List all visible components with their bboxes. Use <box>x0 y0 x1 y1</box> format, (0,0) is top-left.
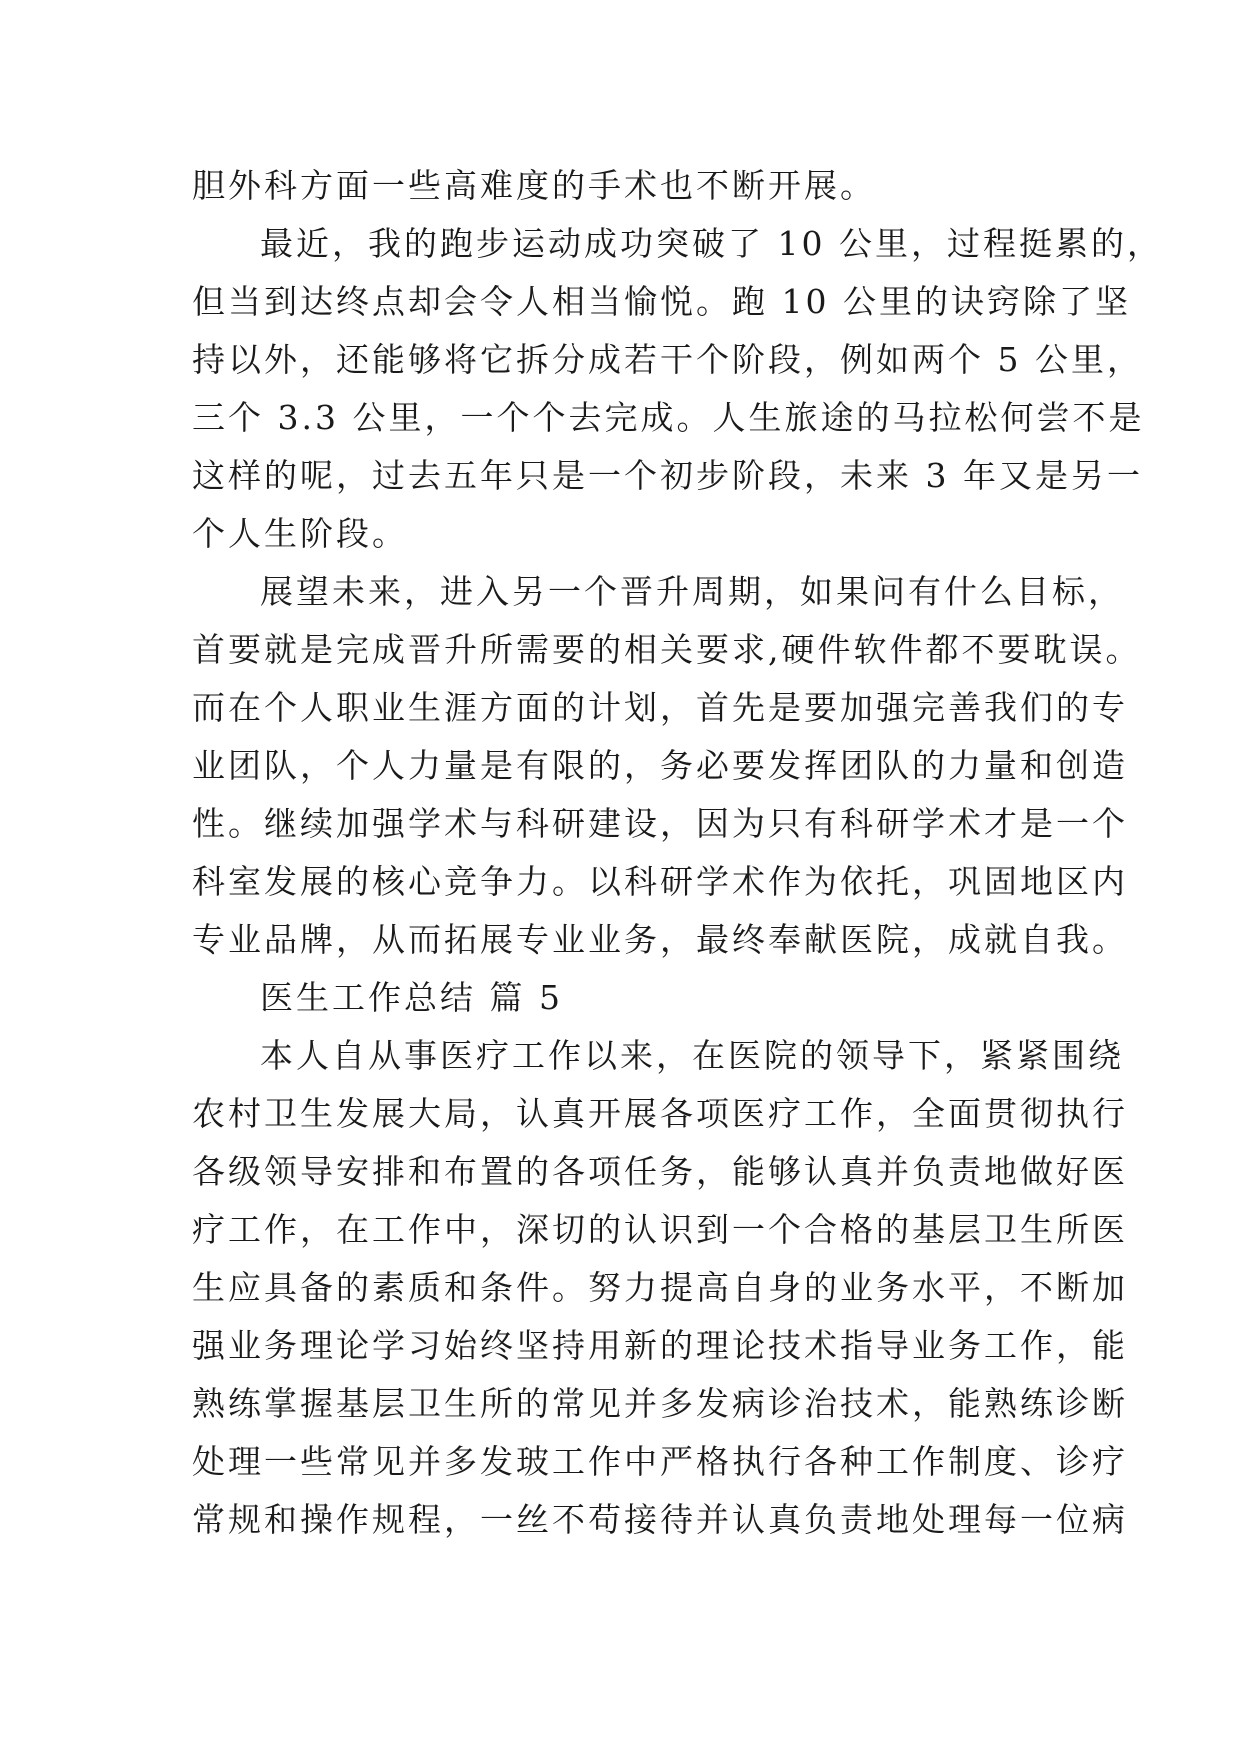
text-line: 处理一些常见并多发玻工作中严格执行各种工作制度、诊疗 <box>192 1442 1128 1481</box>
text-line: 专业品牌，从而拓展专业业务，最终奉献医院，成就自我。 <box>192 920 1128 959</box>
text-line: 性。继续加强学术与科研建设，因为只有科研学术才是一个 <box>192 804 1128 843</box>
text-line: 最近，我的跑步运动成功突破了 10 公里，过程挺累的， <box>260 224 1163 263</box>
text-line: 生应具备的素质和条件。努力提高自身的业务水平，不断加 <box>192 1268 1128 1307</box>
document-body <box>192 157 1163 1549</box>
text-line: 但当到达终点却会令人相当愉悦。跑 10 公里的诀窍除了坚 <box>192 282 1131 321</box>
text-line: 熟练掌握基层卫生所的常见并多发病诊治技术，能熟练诊断 <box>192 1384 1128 1423</box>
text-line: 这样的呢，过去五年只是一个初步阶段，未来 3 年又是另一 <box>192 456 1143 495</box>
text-line: 持以外，还能够将它拆分成若干个阶段，例如两个 5 公里， <box>192 340 1143 379</box>
text-line: 医生工作总结 篇 5 <box>260 978 563 1017</box>
text-line: 本人自从事医疗工作以来，在医院的领导下，紧紧围绕 <box>260 1036 1124 1075</box>
text-line: 各级领导安排和布置的各项任务，能够认真并负责地做好医 <box>192 1152 1128 1191</box>
text-line: 疗工作，在工作中，深切的认识到一个合格的基层卫生所医 <box>192 1210 1128 1249</box>
text-line: 个人生阶段。 <box>192 514 408 553</box>
text-line: 而在个人职业生涯方面的计划，首先是要加强完善我们的专 <box>192 688 1128 727</box>
text-line: 强业务理论学习始终坚持用新的理论技术指导业务工作，能 <box>192 1326 1128 1365</box>
text-line: 农村卫生发展大局，认真开展各项医疗工作，全面贯彻执行 <box>192 1094 1128 1133</box>
text-line: 常规和操作规程，一丝不苟接待并认真负责地处理每一位病 <box>192 1500 1128 1539</box>
text-line: 三个 3.3 公里，一个个去完成。人生旅途的马拉松何尝不是 <box>192 398 1145 437</box>
text-line: 胆外科方面一些高难度的手术也不断开展。 <box>192 166 876 205</box>
text-line: 展望未来，进入另一个晋升周期，如果问有什么目标， <box>260 572 1124 611</box>
text-line: 科室发展的核心竞争力。以科研学术作为依托，巩固地区内 <box>192 862 1128 901</box>
text-line: 业团队，个人力量是有限的，务必要发挥团队的力量和创造 <box>192 746 1128 785</box>
text-line: 首要就是完成晋升所需要的相关要求,硬件软件都不要耽误。 <box>192 630 1142 669</box>
